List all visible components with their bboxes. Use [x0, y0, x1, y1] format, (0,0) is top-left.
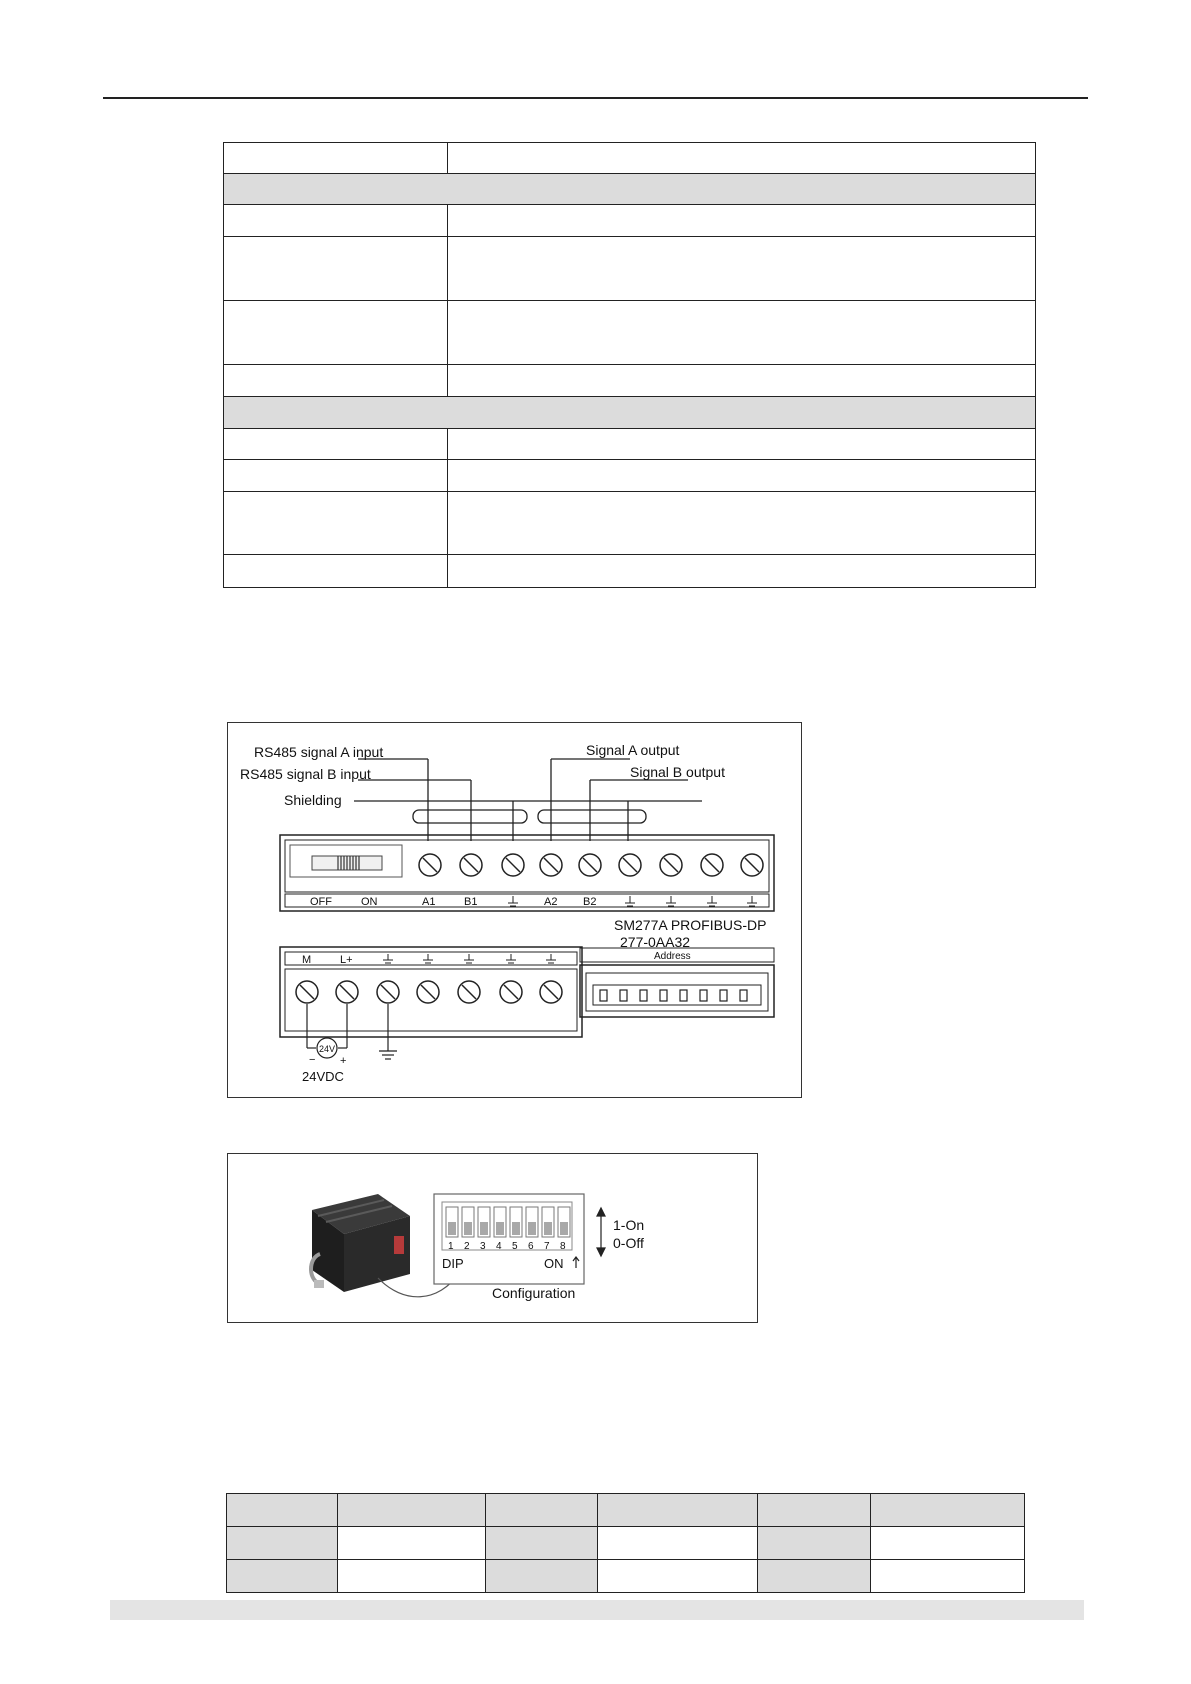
- dip-switch-detail: [434, 1194, 584, 1284]
- screw-terminal: [458, 981, 480, 1003]
- screw-terminal: [540, 981, 562, 1003]
- screw-terminal: [419, 854, 441, 876]
- label-shielding: Shielding: [284, 792, 342, 808]
- terminal-a2-label: A2: [544, 896, 558, 908]
- address-table: [226, 1493, 1025, 1593]
- supply-symbol: 24V: [319, 1044, 336, 1054]
- screw-terminal: [417, 981, 439, 1003]
- spec-cell: [224, 365, 448, 397]
- dip-label: DIP: [442, 1256, 464, 1271]
- part-number-label: 277-0AA32: [620, 934, 691, 950]
- label-a-input: RS485 signal A input: [254, 744, 384, 760]
- address-dip-switch: [580, 965, 774, 1017]
- dip-configuration-figure: [227, 1153, 758, 1323]
- table-cell: [758, 1560, 871, 1593]
- screw-terminal: [619, 854, 641, 876]
- screw-terminal: [460, 854, 482, 876]
- label-b-output: Signal B output: [630, 764, 725, 780]
- spec-cell: [448, 205, 1036, 237]
- spec-cell: [224, 174, 1036, 205]
- spec-row: [224, 429, 1036, 460]
- dip-number-2: 2: [464, 1241, 470, 1252]
- table-cell: [338, 1560, 486, 1593]
- spec-row: [224, 365, 1036, 397]
- spec-row: [224, 555, 1036, 588]
- spec-cell: [448, 429, 1036, 460]
- table-cell: [758, 1527, 871, 1560]
- table-cell: [338, 1527, 486, 1560]
- terminal-b1-label: B1: [464, 896, 478, 908]
- footer-band: [110, 1600, 1084, 1620]
- spec-cell: [224, 429, 448, 460]
- spec-cell: [224, 143, 448, 174]
- spec-section-band: [224, 397, 1036, 429]
- spec-cell: [448, 492, 1036, 555]
- table-cell: [486, 1494, 598, 1527]
- table-cell: [598, 1494, 758, 1527]
- terminal-b2-label: B2: [583, 896, 597, 908]
- dip-knob: [480, 1222, 488, 1235]
- table-cell: [871, 1560, 1025, 1593]
- table-cell: [871, 1494, 1025, 1527]
- dip-knob: [560, 1222, 568, 1235]
- screw-terminal: [741, 854, 763, 876]
- screw-terminal: [500, 981, 522, 1003]
- dip-knob: [464, 1222, 472, 1235]
- screw-terminal: [579, 854, 601, 876]
- table-cell: [871, 1527, 1025, 1560]
- terminal-a1-label: A1: [422, 896, 436, 908]
- spec-cell: [224, 205, 448, 237]
- table-cell: [227, 1494, 338, 1527]
- spec-row: [224, 301, 1036, 365]
- table-cell: [598, 1560, 758, 1593]
- on-off-arrow-icon: [597, 1208, 605, 1256]
- spec-cell: [448, 460, 1036, 492]
- module-illustration: [311, 1194, 410, 1292]
- dip-knob: [448, 1222, 456, 1235]
- dip-number-8: 8: [560, 1241, 566, 1252]
- address-label: Address: [654, 951, 691, 962]
- dip-knob: [528, 1222, 536, 1235]
- top-screws: [419, 854, 763, 876]
- spec-cell: [224, 397, 1036, 429]
- dip-number-5: 5: [512, 1241, 518, 1252]
- switch-on-label: ON: [361, 896, 378, 908]
- screw-terminal: [540, 854, 562, 876]
- spec-table: [223, 142, 1036, 588]
- screw-terminal: [660, 854, 682, 876]
- table-row: [227, 1560, 1025, 1593]
- table-row: [227, 1527, 1025, 1560]
- header-rule: [103, 97, 1088, 99]
- table-cell: [338, 1494, 486, 1527]
- power-screws: [296, 981, 562, 1003]
- table-cell: [598, 1527, 758, 1560]
- screw-terminal: [336, 981, 358, 1003]
- dip-number-6: 6: [528, 1241, 534, 1252]
- dip-number-7: 7: [544, 1241, 550, 1252]
- label-b-input: RS485 signal B input: [240, 766, 371, 782]
- dip-knob: [512, 1222, 520, 1235]
- supply-minus: −: [309, 1054, 316, 1066]
- power-m-label: M: [302, 954, 312, 966]
- configuration-caption: Configuration: [492, 1285, 576, 1301]
- spec-cell: [224, 301, 448, 365]
- address-table-header: [227, 1494, 1025, 1527]
- table-cell: [486, 1560, 598, 1593]
- wiring-diagram: [227, 722, 802, 1098]
- spec-row: [224, 237, 1036, 301]
- spec-cell: [224, 460, 448, 492]
- run-stop-switch: [290, 845, 402, 877]
- table-cell: [758, 1494, 871, 1527]
- dip-number-3: 3: [480, 1241, 486, 1252]
- spec-cell: [224, 555, 448, 588]
- screw-terminal: [377, 981, 399, 1003]
- screw-terminal: [296, 981, 318, 1003]
- spec-cell: [224, 492, 448, 555]
- spec-cell: [448, 365, 1036, 397]
- table-cell: [486, 1527, 598, 1560]
- label-a-output: Signal A output: [586, 742, 680, 758]
- spec-cell: [448, 301, 1036, 365]
- spec-row: [224, 205, 1036, 237]
- spec-row: [224, 143, 1036, 174]
- spec-section-band: [224, 174, 1036, 205]
- dip-number-4: 4: [496, 1241, 502, 1252]
- spec-row: [224, 492, 1036, 555]
- dip-knob: [544, 1222, 552, 1235]
- spec-cell: [224, 237, 448, 301]
- dip-on-label: ON: [544, 1256, 564, 1271]
- supply-plus: +: [340, 1055, 347, 1067]
- model-label: SM277A PROFIBUS-DP: [614, 917, 767, 933]
- screw-terminal: [502, 854, 524, 876]
- spec-cell: [448, 555, 1036, 588]
- spec-cell: [448, 143, 1036, 174]
- dip-knob: [496, 1222, 504, 1235]
- on-legend: 1-On: [613, 1217, 645, 1233]
- supply-voltage-label: 24VDC: [302, 1069, 344, 1084]
- spec-cell: [448, 237, 1036, 301]
- dip-number-1: 1: [448, 1241, 454, 1252]
- switch-off-label: OFF: [310, 896, 332, 908]
- screw-terminal: [701, 854, 723, 876]
- table-cell: [227, 1527, 338, 1560]
- ground-symbols-bottom: [383, 954, 556, 963]
- power-lplus-label: L+: [340, 954, 353, 966]
- table-cell: [227, 1560, 338, 1593]
- off-legend: 0-Off: [613, 1235, 644, 1251]
- spec-row: [224, 460, 1036, 492]
